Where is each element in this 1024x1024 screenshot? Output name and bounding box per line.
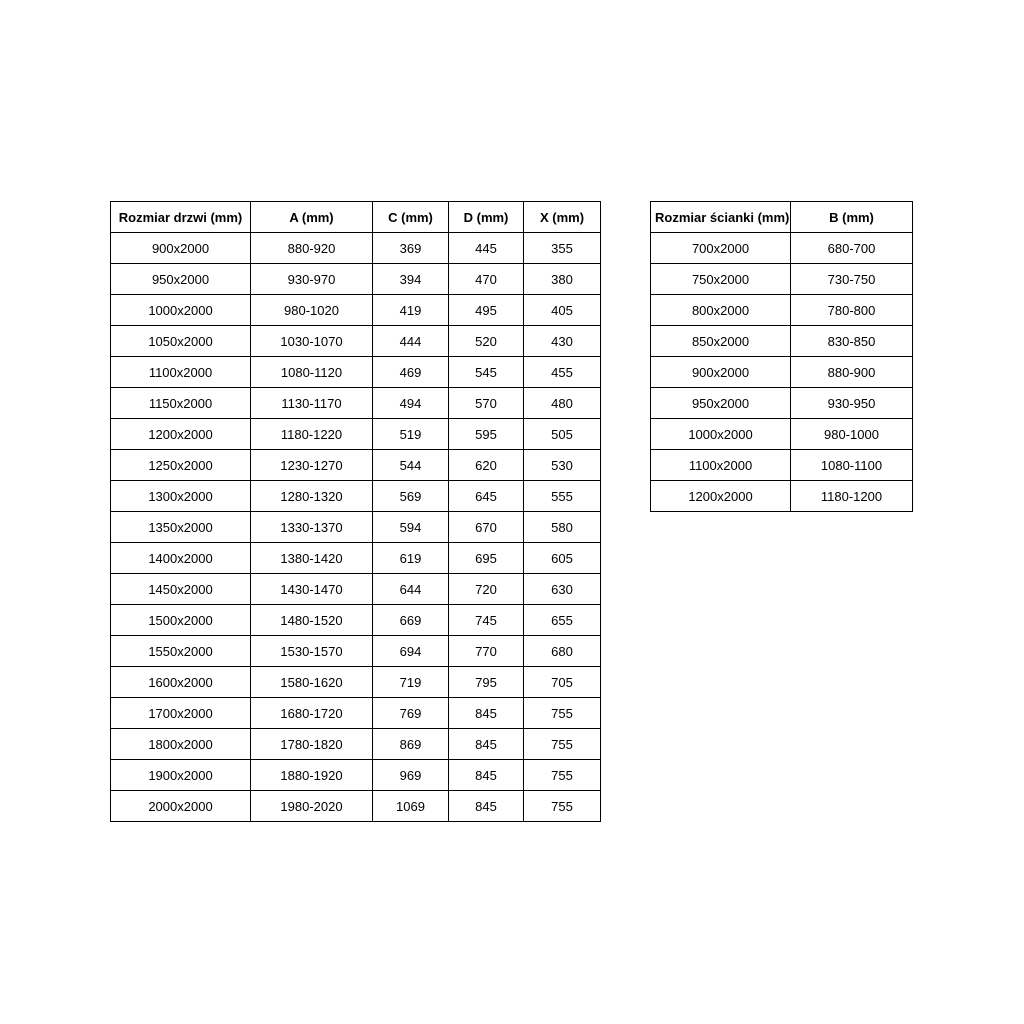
table-cell: 980-1000 <box>791 419 913 450</box>
table-cell: 755 <box>524 698 601 729</box>
table-cell: 469 <box>373 357 449 388</box>
table-row <box>111 481 601 512</box>
table-row <box>111 326 601 357</box>
table-row <box>111 667 601 698</box>
table-cell: 544 <box>373 450 449 481</box>
table-row <box>651 264 913 295</box>
table-row <box>111 698 601 729</box>
door-size-table <box>110 201 601 822</box>
table-cell: 695 <box>449 543 524 574</box>
table-cell: 1080-1120 <box>251 357 373 388</box>
table-cell: 730-750 <box>791 264 913 295</box>
table-cell: 1430-1470 <box>251 574 373 605</box>
table-cell: 595 <box>449 419 524 450</box>
table-cell: 545 <box>449 357 524 388</box>
table-header-cell: D (mm) <box>449 202 524 233</box>
table-cell: 1880-1920 <box>251 760 373 791</box>
table-cell: 755 <box>524 760 601 791</box>
table-header-cell: A (mm) <box>251 202 373 233</box>
door-table-body <box>111 233 601 822</box>
table-header-cell: Rozmiar ścianki (mm) <box>651 202 791 233</box>
table-cell: 1980-2020 <box>251 791 373 822</box>
table-row <box>651 388 913 419</box>
table-cell: 1200x2000 <box>651 481 791 512</box>
table-cell: 555 <box>524 481 601 512</box>
table-cell: 2000x2000 <box>111 791 251 822</box>
table-cell: 605 <box>524 543 601 574</box>
table-cell: 680 <box>524 636 601 667</box>
table-row <box>651 481 913 512</box>
table-cell: 850x2000 <box>651 326 791 357</box>
table-cell: 1200x2000 <box>111 419 251 450</box>
table-cell: 1700x2000 <box>111 698 251 729</box>
table-cell: 1400x2000 <box>111 543 251 574</box>
table-cell: 745 <box>449 605 524 636</box>
table-cell: 1000x2000 <box>111 295 251 326</box>
table-cell: 800x2000 <box>651 295 791 326</box>
table-row <box>111 543 601 574</box>
table-row <box>111 574 601 605</box>
table-cell: 705 <box>524 667 601 698</box>
table-cell: 655 <box>524 605 601 636</box>
table-cell: 880-900 <box>791 357 913 388</box>
table-cell: 1600x2000 <box>111 667 251 698</box>
table-cell: 569 <box>373 481 449 512</box>
table-cell: 719 <box>373 667 449 698</box>
table-cell: 580 <box>524 512 601 543</box>
table-cell: 1680-1720 <box>251 698 373 729</box>
table-cell: 505 <box>524 419 601 450</box>
table-cell: 950x2000 <box>651 388 791 419</box>
table-cell: 369 <box>373 233 449 264</box>
table-cell: 405 <box>524 295 601 326</box>
table-cell: 869 <box>373 729 449 760</box>
table-cell: 630 <box>524 574 601 605</box>
table-cell: 419 <box>373 295 449 326</box>
table-cell: 1780-1820 <box>251 729 373 760</box>
table-cell: 430 <box>524 326 601 357</box>
table-row <box>111 233 601 264</box>
table-cell: 470 <box>449 264 524 295</box>
table-cell: 1130-1170 <box>251 388 373 419</box>
table-cell: 619 <box>373 543 449 574</box>
table-cell: 1180-1220 <box>251 419 373 450</box>
table-header-row <box>651 202 913 233</box>
table-cell: 1250x2000 <box>111 450 251 481</box>
table-cell: 845 <box>449 760 524 791</box>
table-cell: 1100x2000 <box>111 357 251 388</box>
table-cell: 1100x2000 <box>651 450 791 481</box>
table-row <box>651 326 913 357</box>
table-cell: 1800x2000 <box>111 729 251 760</box>
table-cell: 494 <box>373 388 449 419</box>
table-cell: 519 <box>373 419 449 450</box>
table-cell: 1180-1200 <box>791 481 913 512</box>
table-cell: 780-800 <box>791 295 913 326</box>
table-row <box>111 791 601 822</box>
table-cell: 1150x2000 <box>111 388 251 419</box>
table-row <box>651 450 913 481</box>
table-cell: 1330-1370 <box>251 512 373 543</box>
table-cell: 480 <box>524 388 601 419</box>
table-cell: 1450x2000 <box>111 574 251 605</box>
table-cell: 620 <box>449 450 524 481</box>
table-cell: 1230-1270 <box>251 450 373 481</box>
table-cell: 1350x2000 <box>111 512 251 543</box>
table-cell: 570 <box>449 388 524 419</box>
wall-table-body <box>651 233 913 512</box>
table-cell: 1030-1070 <box>251 326 373 357</box>
table-row <box>111 295 601 326</box>
table-cell: 845 <box>449 698 524 729</box>
table-header-cell: X (mm) <box>524 202 601 233</box>
table-header-row <box>111 202 601 233</box>
table-row <box>111 419 601 450</box>
table-cell: 645 <box>449 481 524 512</box>
table-row <box>111 264 601 295</box>
table-cell: 1480-1520 <box>251 605 373 636</box>
table-cell: 1080-1100 <box>791 450 913 481</box>
table-cell: 680-700 <box>791 233 913 264</box>
table-header-cell: B (mm) <box>791 202 913 233</box>
table-cell: 770 <box>449 636 524 667</box>
table-cell: 720 <box>449 574 524 605</box>
table-cell: 1280-1320 <box>251 481 373 512</box>
table-cell: 1500x2000 <box>111 605 251 636</box>
table-cell: 594 <box>373 512 449 543</box>
table-row <box>111 512 601 543</box>
table-row <box>111 605 601 636</box>
table-cell: 670 <box>449 512 524 543</box>
table-cell: 444 <box>373 326 449 357</box>
table-cell: 980-1020 <box>251 295 373 326</box>
table-header-cell: Rozmiar drzwi (mm) <box>111 202 251 233</box>
table-cell: 1900x2000 <box>111 760 251 791</box>
table-cell: 755 <box>524 729 601 760</box>
table-cell: 394 <box>373 264 449 295</box>
table-row <box>111 760 601 791</box>
table-cell: 1069 <box>373 791 449 822</box>
table-cell: 795 <box>449 667 524 698</box>
table-header-cell: C (mm) <box>373 202 449 233</box>
table-cell: 880-920 <box>251 233 373 264</box>
table-cell: 930-950 <box>791 388 913 419</box>
table-cell: 900x2000 <box>651 357 791 388</box>
table-cell: 830-850 <box>791 326 913 357</box>
table-cell: 969 <box>373 760 449 791</box>
table-cell: 445 <box>449 233 524 264</box>
table-row <box>651 419 913 450</box>
table-cell: 950x2000 <box>111 264 251 295</box>
table-cell: 930-970 <box>251 264 373 295</box>
wall-table-header <box>651 202 913 233</box>
table-row <box>111 636 601 667</box>
table-row <box>651 233 913 264</box>
table-cell: 1050x2000 <box>111 326 251 357</box>
table-cell: 1380-1420 <box>251 543 373 574</box>
table-cell: 455 <box>524 357 601 388</box>
table-cell: 845 <box>449 791 524 822</box>
table-cell: 355 <box>524 233 601 264</box>
table-cell: 520 <box>449 326 524 357</box>
table-cell: 380 <box>524 264 601 295</box>
door-table-header <box>111 202 601 233</box>
table-row <box>651 295 913 326</box>
table-cell: 495 <box>449 295 524 326</box>
table-cell: 644 <box>373 574 449 605</box>
table-cell: 700x2000 <box>651 233 791 264</box>
table-cell: 1300x2000 <box>111 481 251 512</box>
table-cell: 900x2000 <box>111 233 251 264</box>
table-cell: 1550x2000 <box>111 636 251 667</box>
table-cell: 845 <box>449 729 524 760</box>
table-row <box>111 388 601 419</box>
table-cell: 1000x2000 <box>651 419 791 450</box>
wall-size-table <box>650 201 913 512</box>
table-row <box>111 357 601 388</box>
table-cell: 769 <box>373 698 449 729</box>
table-cell: 694 <box>373 636 449 667</box>
table-cell: 1530-1570 <box>251 636 373 667</box>
table-cell: 530 <box>524 450 601 481</box>
table-cell: 750x2000 <box>651 264 791 295</box>
table-row <box>651 357 913 388</box>
table-cell: 1580-1620 <box>251 667 373 698</box>
table-row <box>111 729 601 760</box>
table-cell: 669 <box>373 605 449 636</box>
table-row <box>111 450 601 481</box>
table-cell: 755 <box>524 791 601 822</box>
